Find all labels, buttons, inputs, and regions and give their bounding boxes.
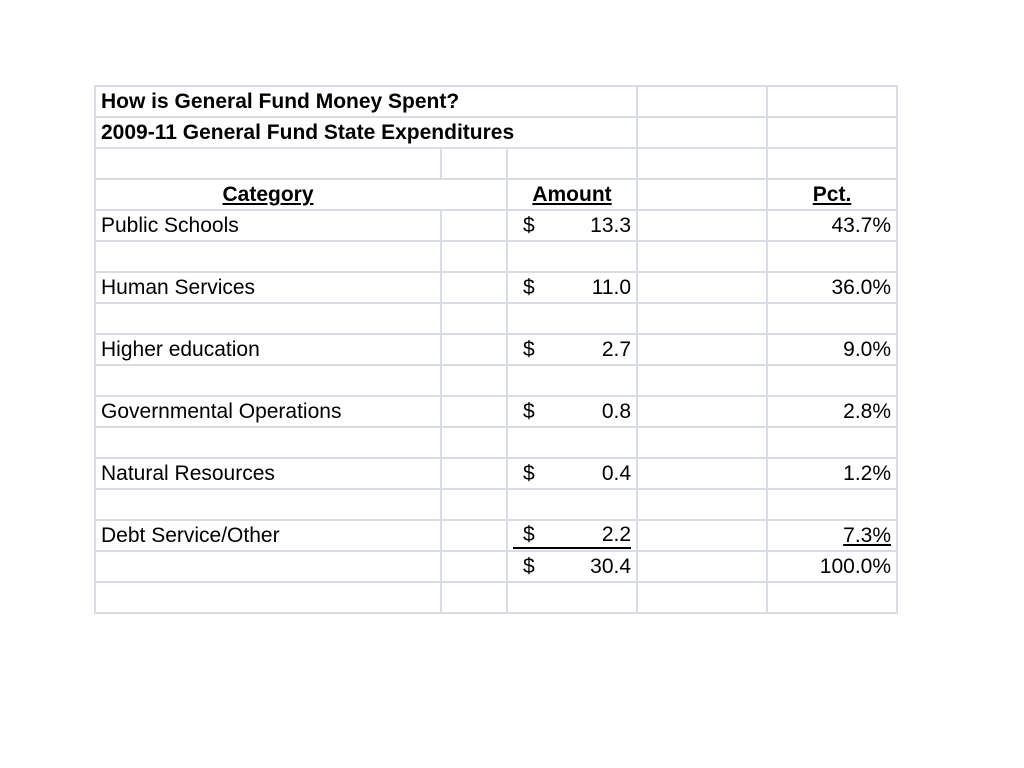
empty-cell[interactable] — [637, 334, 767, 365]
currency-symbol: $ — [523, 522, 535, 546]
table-row — [95, 272, 897, 303]
total-pct-cell[interactable]: 100.0% — [767, 551, 897, 582]
currency-symbol: $ — [523, 555, 535, 578]
table-row — [95, 396, 897, 427]
amount-value: 13.3 — [590, 214, 632, 237]
table-row — [95, 489, 897, 520]
pct-header: Pct. — [812, 183, 852, 206]
total-row — [95, 551, 897, 582]
pct-cell[interactable]: 1.2% — [767, 458, 897, 489]
amount-cell[interactable] — [507, 272, 637, 303]
empty-cell[interactable] — [637, 179, 767, 210]
empty-cell[interactable] — [441, 241, 507, 272]
empty-cell[interactable] — [507, 427, 637, 458]
empty-cell[interactable] — [637, 272, 767, 303]
table-row — [95, 520, 897, 551]
empty-cell[interactable] — [441, 551, 507, 582]
empty-cell[interactable] — [441, 520, 507, 551]
empty-cell[interactable] — [507, 303, 637, 334]
empty-cell[interactable] — [441, 489, 507, 520]
empty-cell[interactable] — [767, 303, 897, 334]
total-amount-cell[interactable] — [507, 551, 637, 582]
total-amount-value: 30.4 — [590, 555, 632, 578]
amount-cell[interactable] — [507, 396, 637, 427]
empty-cell[interactable] — [767, 117, 897, 148]
pct-cell[interactable]: 43.7% — [767, 210, 897, 241]
currency-symbol: $ — [523, 214, 535, 237]
empty-cell[interactable] — [637, 148, 767, 179]
currency-symbol: $ — [523, 276, 535, 299]
empty-cell[interactable] — [441, 179, 507, 210]
category-header: Category — [222, 183, 314, 206]
empty-cell[interactable] — [637, 520, 767, 551]
empty-cell[interactable] — [441, 303, 507, 334]
table-row — [95, 427, 897, 458]
empty-cell[interactable] — [767, 148, 897, 179]
table-row — [95, 117, 897, 148]
empty-cell[interactable] — [767, 427, 897, 458]
empty-cell[interactable] — [637, 365, 767, 396]
empty-cell[interactable] — [441, 272, 507, 303]
empty-cell[interactable] — [637, 458, 767, 489]
category-cell[interactable]: Public Schools — [95, 210, 441, 241]
category-cell[interactable]: Natural Resources — [95, 458, 441, 489]
currency-symbol: $ — [523, 400, 535, 423]
empty-cell[interactable] — [637, 210, 767, 241]
category-header-cell[interactable] — [95, 179, 441, 210]
table-row — [95, 241, 897, 272]
empty-cell[interactable] — [637, 489, 767, 520]
empty-cell[interactable] — [441, 427, 507, 458]
empty-cell[interactable] — [441, 334, 507, 365]
empty-cell[interactable] — [441, 396, 507, 427]
empty-cell[interactable] — [637, 303, 767, 334]
amount-value: 11.0 — [591, 276, 632, 299]
amount-cell[interactable] — [507, 458, 637, 489]
empty-cell[interactable] — [637, 427, 767, 458]
pct-cell[interactable] — [767, 520, 897, 551]
empty-cell[interactable] — [441, 458, 507, 489]
empty-cell[interactable] — [767, 86, 897, 117]
empty-cell[interactable] — [507, 148, 637, 179]
table-row — [95, 86, 897, 117]
amount-value: 0.4 — [601, 462, 632, 485]
subtitle-cell[interactable]: 2009-11 General Fund State Expenditures — [95, 117, 637, 148]
amount-header-cell[interactable] — [507, 179, 637, 210]
pct-cell[interactable]: 2.8% — [767, 396, 897, 427]
empty-cell[interactable] — [95, 148, 441, 179]
amount-value: 0.8 — [601, 400, 632, 423]
pct-header-cell[interactable] — [767, 179, 897, 210]
amount-header: Amount — [532, 183, 612, 206]
category-cell[interactable]: Human Services — [95, 272, 441, 303]
amount-cell[interactable] — [507, 334, 637, 365]
amount-value: 2.7 — [601, 338, 632, 361]
empty-cell[interactable] — [637, 86, 767, 117]
empty-cell[interactable] — [441, 365, 507, 396]
empty-cell[interactable] — [95, 241, 441, 272]
empty-cell[interactable] — [507, 241, 637, 272]
empty-cell[interactable] — [95, 582, 441, 613]
empty-cell[interactable] — [767, 241, 897, 272]
table-row — [95, 303, 897, 334]
category-cell[interactable]: Governmental Operations — [95, 396, 441, 427]
empty-cell[interactable] — [637, 241, 767, 272]
pct-cell[interactable]: 9.0% — [767, 334, 897, 365]
pct-cell[interactable]: 36.0% — [767, 272, 897, 303]
empty-cell[interactable] — [767, 365, 897, 396]
table-row — [95, 210, 897, 241]
amount-cell[interactable] — [507, 520, 637, 551]
table-row — [95, 458, 897, 489]
currency-symbol: $ — [523, 462, 535, 485]
amount-cell[interactable] — [507, 210, 637, 241]
empty-cell[interactable] — [507, 365, 637, 396]
header-row — [95, 179, 897, 210]
category-cell[interactable]: Debt Service/Other — [95, 520, 441, 551]
empty-cell[interactable] — [441, 210, 507, 241]
pct-value: 7.3% — [843, 524, 892, 547]
empty-cell[interactable] — [95, 551, 441, 582]
empty-cell[interactable] — [441, 582, 507, 613]
empty-cell[interactable] — [637, 582, 767, 613]
amount-value: 2.2 — [601, 522, 632, 546]
expenditures-table — [94, 85, 898, 614]
empty-cell[interactable] — [95, 303, 441, 334]
empty-cell[interactable] — [95, 427, 441, 458]
empty-cell[interactable] — [637, 396, 767, 427]
empty-cell[interactable] — [507, 582, 637, 613]
table-row — [95, 365, 897, 396]
empty-cell[interactable] — [95, 489, 441, 520]
table-row — [95, 148, 897, 179]
empty-cell[interactable] — [637, 551, 767, 582]
category-cell[interactable]: Higher education — [95, 334, 441, 365]
title-cell[interactable]: How is General Fund Money Spent? — [95, 86, 637, 117]
empty-cell[interactable] — [507, 489, 637, 520]
empty-cell[interactable] — [767, 582, 897, 613]
table-row — [95, 334, 897, 365]
empty-cell[interactable] — [767, 489, 897, 520]
empty-cell[interactable] — [95, 365, 441, 396]
table-row — [95, 582, 897, 613]
currency-symbol: $ — [523, 338, 535, 361]
empty-cell[interactable] — [441, 148, 507, 179]
empty-cell[interactable] — [637, 117, 767, 148]
